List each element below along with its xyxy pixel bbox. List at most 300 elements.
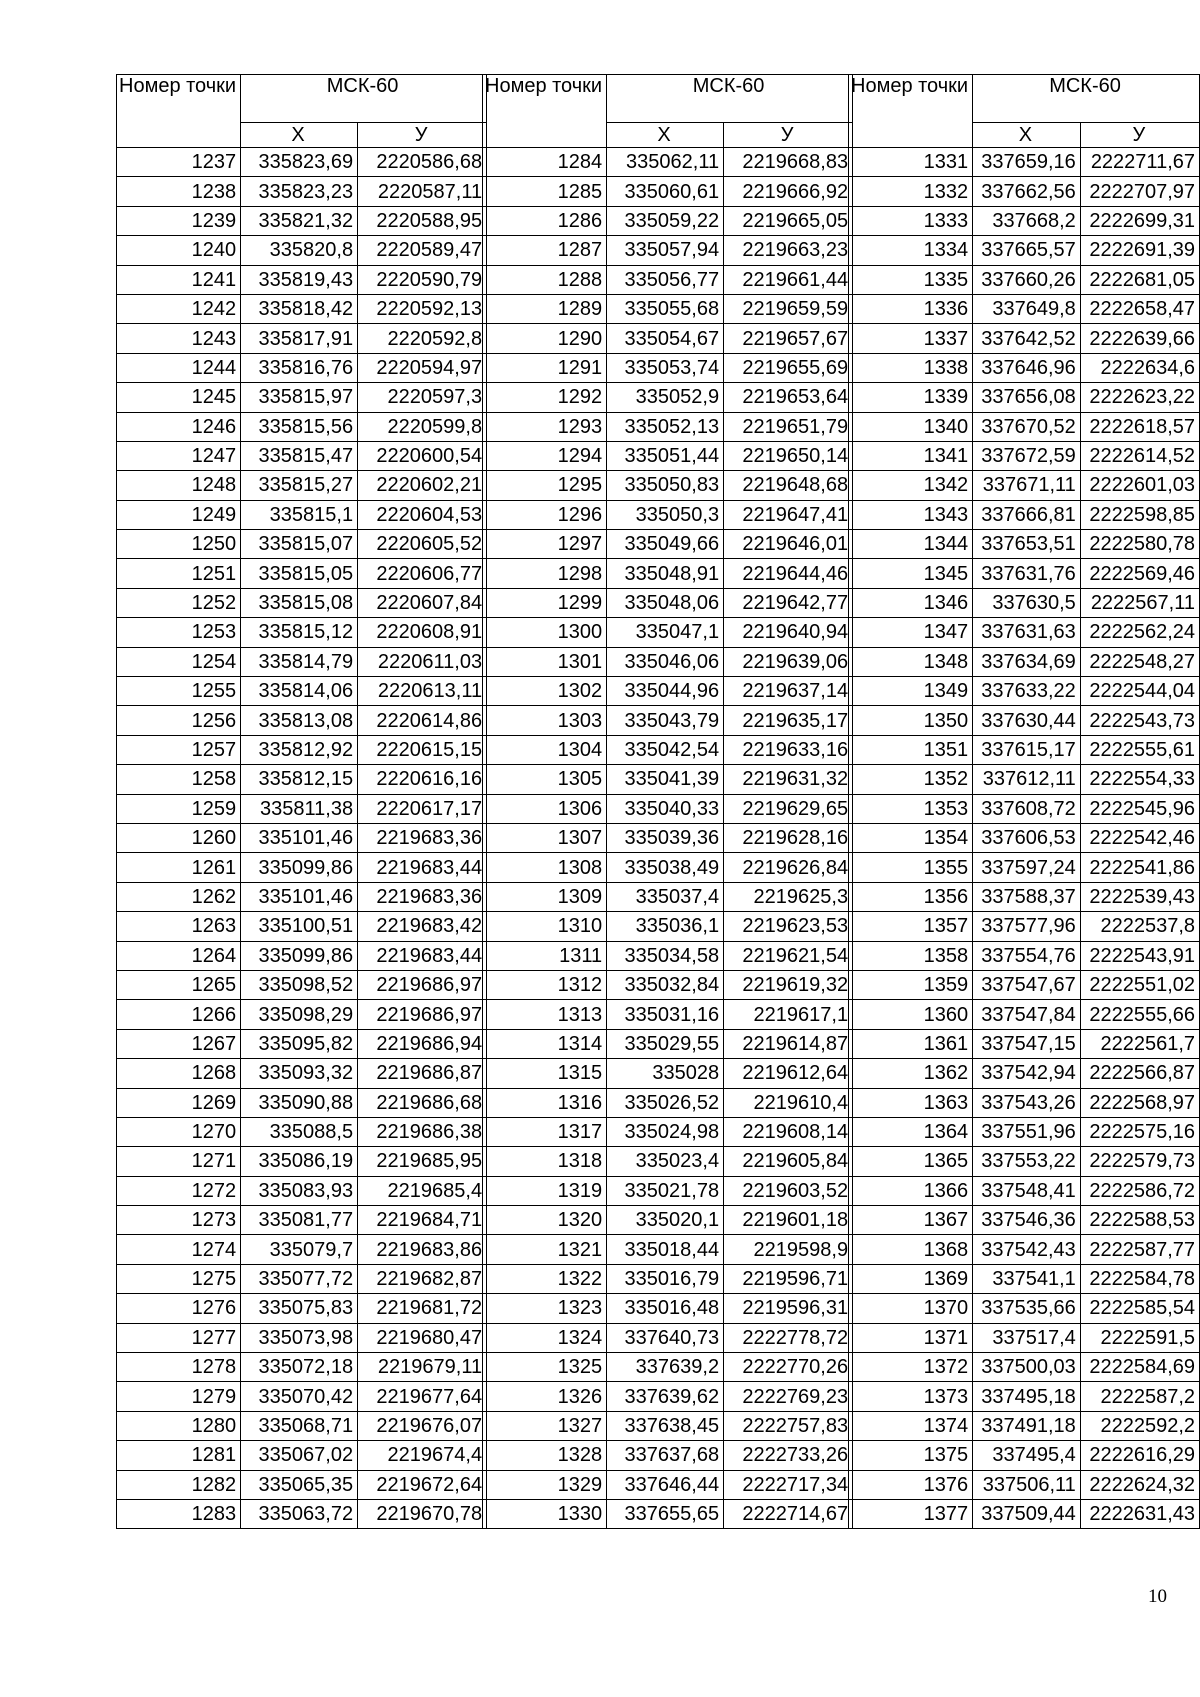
x-coordinate-cell: 337535,66 xyxy=(973,1294,1081,1323)
table-row xyxy=(849,1411,1200,1440)
table-row xyxy=(849,706,1200,735)
x-coordinate-cell: 335815,05 xyxy=(241,559,358,588)
x-coordinate-cell: 335023,4 xyxy=(607,1147,724,1176)
x-coordinate-cell: 335047,1 xyxy=(607,618,724,647)
table-row xyxy=(117,471,487,500)
x-coordinate-cell: 335029,55 xyxy=(607,1029,724,1058)
x-coordinate-cell: 337649,8 xyxy=(973,294,1081,323)
x-coordinate-cell: 337543,26 xyxy=(973,1088,1081,1117)
table-row xyxy=(849,1323,1200,1352)
y-header: У xyxy=(724,123,853,148)
table-row xyxy=(117,1176,487,1205)
x-coordinate-cell: 335046,06 xyxy=(607,647,724,676)
y-coordinate-cell: 2222699,31 xyxy=(1080,206,1199,235)
table-row xyxy=(483,853,853,882)
y-coordinate-cell: 2222544,04 xyxy=(1080,677,1199,706)
y-coordinate-cell: 2222562,24 xyxy=(1080,618,1199,647)
x-coordinate-cell: 337659,16 xyxy=(973,148,1081,177)
point-number-cell: 1283 xyxy=(117,1499,241,1528)
table-row xyxy=(849,500,1200,529)
x-coordinate-cell: 337541,1 xyxy=(973,1264,1081,1293)
point-number-cell: 1307 xyxy=(483,823,607,852)
point-number-cell: 1356 xyxy=(849,882,973,911)
point-number-cell: 1245 xyxy=(117,383,241,412)
y-coordinate-cell: 2222539,43 xyxy=(1080,882,1199,911)
table-row xyxy=(483,1264,853,1293)
x-coordinate-cell: 335016,48 xyxy=(607,1294,724,1323)
point-number-cell: 1371 xyxy=(849,1323,973,1352)
x-coordinate-cell: 335037,4 xyxy=(607,882,724,911)
point-number-cell: 1337 xyxy=(849,324,973,353)
point-number-cell: 1291 xyxy=(483,353,607,382)
table-row xyxy=(117,1353,487,1382)
table-row xyxy=(483,1294,853,1323)
y-coordinate-cell: 2219682,87 xyxy=(358,1264,487,1293)
y-coordinate-cell: 2219626,84 xyxy=(724,853,853,882)
x-coordinate-cell: 337606,53 xyxy=(973,823,1081,852)
point-number-cell: 1288 xyxy=(483,265,607,294)
x-coordinate-cell: 337640,73 xyxy=(607,1323,724,1352)
header-row xyxy=(117,75,487,123)
y-coordinate-cell: 2220592,13 xyxy=(358,294,487,323)
x-coordinate-cell: 335817,91 xyxy=(241,324,358,353)
y-coordinate-cell: 2222588,53 xyxy=(1080,1206,1199,1235)
x-coordinate-cell: 335098,29 xyxy=(241,1000,358,1029)
table-row xyxy=(483,1323,853,1352)
point-number-header: Номер точки xyxy=(117,75,241,148)
table-row xyxy=(849,912,1200,941)
table-row xyxy=(117,177,487,206)
table-row xyxy=(483,500,853,529)
x-coordinate-cell: 337671,11 xyxy=(973,471,1081,500)
y-coordinate-cell: 2220616,16 xyxy=(358,765,487,794)
x-coordinate-cell: 337608,72 xyxy=(973,794,1081,823)
y-coordinate-cell: 2219672,64 xyxy=(358,1470,487,1499)
table-row xyxy=(483,823,853,852)
point-number-cell: 1242 xyxy=(117,294,241,323)
point-number-cell: 1286 xyxy=(483,206,607,235)
table-row xyxy=(483,1441,853,1470)
y-coordinate-cell: 2219655,69 xyxy=(724,353,853,382)
table-row xyxy=(849,559,1200,588)
y-coordinate-cell: 2222537,8 xyxy=(1080,912,1199,941)
y-coordinate-cell: 2219665,05 xyxy=(724,206,853,235)
x-coordinate-cell: 335812,15 xyxy=(241,765,358,794)
y-coordinate-cell: 2219683,86 xyxy=(358,1235,487,1264)
table-row xyxy=(117,853,487,882)
point-number-cell: 1336 xyxy=(849,294,973,323)
x-coordinate-cell: 337631,63 xyxy=(973,618,1081,647)
y-coordinate-cell: 2219605,84 xyxy=(724,1147,853,1176)
table-row xyxy=(117,794,487,823)
y-coordinate-cell: 2222757,83 xyxy=(724,1411,853,1440)
y-coordinate-cell: 2219683,44 xyxy=(358,853,487,882)
y-coordinate-cell: 2219596,71 xyxy=(724,1264,853,1293)
table-row xyxy=(849,677,1200,706)
x-coordinate-cell: 335099,86 xyxy=(241,941,358,970)
x-coordinate-cell: 335814,06 xyxy=(241,677,358,706)
y-coordinate-cell: 2219684,71 xyxy=(358,1206,487,1235)
table-row xyxy=(849,530,1200,559)
coordinates-table-3 xyxy=(848,74,1200,1529)
y-coordinate-cell: 2222575,16 xyxy=(1080,1117,1199,1146)
x-coordinate-cell: 335815,56 xyxy=(241,412,358,441)
point-number-cell: 1360 xyxy=(849,1000,973,1029)
x-coordinate-cell: 337642,52 xyxy=(973,324,1081,353)
x-coordinate-cell: 335059,22 xyxy=(607,206,724,235)
point-number-cell: 1326 xyxy=(483,1382,607,1411)
y-coordinate-cell: 2219603,52 xyxy=(724,1176,853,1205)
y-coordinate-cell: 2220602,21 xyxy=(358,471,487,500)
table-row xyxy=(483,530,853,559)
table-row xyxy=(849,1235,1200,1264)
table-row xyxy=(849,324,1200,353)
table-row xyxy=(849,441,1200,470)
x-coordinate-cell: 335073,98 xyxy=(241,1323,358,1352)
y-coordinate-cell: 2219683,44 xyxy=(358,941,487,970)
table-body xyxy=(849,75,1200,1529)
point-number-cell: 1308 xyxy=(483,853,607,882)
table-row xyxy=(849,1059,1200,1088)
x-coordinate-cell: 335054,67 xyxy=(607,324,724,353)
x-coordinate-cell: 337547,67 xyxy=(973,970,1081,999)
y-coordinate-cell: 2222616,29 xyxy=(1080,1441,1199,1470)
y-coordinate-cell: 2222614,52 xyxy=(1080,441,1199,470)
point-number-cell: 1300 xyxy=(483,618,607,647)
y-coordinate-cell: 2222584,69 xyxy=(1080,1353,1199,1382)
point-number-cell: 1302 xyxy=(483,677,607,706)
point-number-cell: 1264 xyxy=(117,941,241,970)
point-number-cell: 1315 xyxy=(483,1059,607,1088)
y-coordinate-cell: 2220617,17 xyxy=(358,794,487,823)
x-coordinate-cell: 337588,37 xyxy=(973,882,1081,911)
y-coordinate-cell: 2219651,79 xyxy=(724,412,853,441)
table-row xyxy=(483,1499,853,1528)
point-number-cell: 1375 xyxy=(849,1441,973,1470)
point-number-cell: 1305 xyxy=(483,765,607,794)
point-number-cell: 1329 xyxy=(483,1470,607,1499)
point-number-cell: 1251 xyxy=(117,559,241,588)
coordinates-table-1 xyxy=(116,74,487,1529)
y-coordinate-cell: 2222555,61 xyxy=(1080,735,1199,764)
point-number-cell: 1284 xyxy=(483,148,607,177)
x-coordinate-cell: 337638,45 xyxy=(607,1411,724,1440)
x-coordinate-cell: 335057,94 xyxy=(607,236,724,265)
y-coordinate-cell: 2220587,11 xyxy=(358,177,487,206)
y-coordinate-cell: 2219670,78 xyxy=(358,1499,487,1528)
x-coordinate-cell: 335052,13 xyxy=(607,412,724,441)
point-number-cell: 1262 xyxy=(117,882,241,911)
point-number-header: Номер точки xyxy=(849,75,973,148)
table-row xyxy=(849,735,1200,764)
x-coordinate-cell: 335081,77 xyxy=(241,1206,358,1235)
point-number-cell: 1266 xyxy=(117,1000,241,1029)
point-number-cell: 1338 xyxy=(849,353,973,382)
table-row xyxy=(117,530,487,559)
table-row xyxy=(117,559,487,588)
table-row xyxy=(117,735,487,764)
table-row xyxy=(117,1235,487,1264)
x-coordinate-cell: 337634,69 xyxy=(973,647,1081,676)
point-number-cell: 1246 xyxy=(117,412,241,441)
point-number-cell: 1285 xyxy=(483,177,607,206)
point-number-cell: 1323 xyxy=(483,1294,607,1323)
x-coordinate-cell: 337495,18 xyxy=(973,1382,1081,1411)
table-row xyxy=(849,177,1200,206)
point-number-cell: 1295 xyxy=(483,471,607,500)
y-coordinate-cell: 2219642,77 xyxy=(724,588,853,617)
x-coordinate-cell: 335056,77 xyxy=(607,265,724,294)
table-row xyxy=(483,383,853,412)
point-number-cell: 1346 xyxy=(849,588,973,617)
point-number-cell: 1358 xyxy=(849,941,973,970)
x-coordinate-cell: 335028 xyxy=(607,1059,724,1088)
y-coordinate-cell: 2219686,97 xyxy=(358,970,487,999)
point-number-cell: 1352 xyxy=(849,765,973,794)
y-coordinate-cell: 2222634,6 xyxy=(1080,353,1199,382)
x-coordinate-cell: 335811,38 xyxy=(241,794,358,823)
point-number-cell: 1274 xyxy=(117,1235,241,1264)
y-coordinate-cell: 2219685,4 xyxy=(358,1176,487,1205)
x-coordinate-cell: 335048,91 xyxy=(607,559,724,588)
header-row xyxy=(849,75,1200,123)
table-row xyxy=(483,1206,853,1235)
x-coordinate-cell: 337548,41 xyxy=(973,1176,1081,1205)
y-coordinate-cell: 2220597,3 xyxy=(358,383,487,412)
y-coordinate-cell: 2219608,14 xyxy=(724,1117,853,1146)
point-number-cell: 1249 xyxy=(117,500,241,529)
table-row xyxy=(849,383,1200,412)
x-coordinate-cell: 335063,72 xyxy=(241,1499,358,1528)
table-row xyxy=(849,1441,1200,1470)
table-row xyxy=(117,412,487,441)
table-row xyxy=(483,1117,853,1146)
table-row xyxy=(849,1470,1200,1499)
y-coordinate-cell: 2219686,87 xyxy=(358,1059,487,1088)
y-coordinate-cell: 2222598,85 xyxy=(1080,500,1199,529)
table-row xyxy=(117,677,487,706)
y-coordinate-cell: 2222618,57 xyxy=(1080,412,1199,441)
x-coordinate-cell: 335820,8 xyxy=(241,236,358,265)
y-coordinate-cell: 2222592,2 xyxy=(1080,1411,1199,1440)
x-coordinate-cell: 337615,17 xyxy=(973,735,1081,764)
point-number-cell: 1267 xyxy=(117,1029,241,1058)
y-coordinate-cell: 2219612,64 xyxy=(724,1059,853,1088)
x-coordinate-cell: 335816,76 xyxy=(241,353,358,382)
x-coordinate-cell: 337639,2 xyxy=(607,1353,724,1382)
x-coordinate-cell: 337633,22 xyxy=(973,677,1081,706)
y-coordinate-cell: 2219639,06 xyxy=(724,647,853,676)
point-number-cell: 1311 xyxy=(483,941,607,970)
point-number-cell: 1330 xyxy=(483,1499,607,1528)
x-coordinate-cell: 335018,44 xyxy=(607,1235,724,1264)
x-coordinate-cell: 335095,82 xyxy=(241,1029,358,1058)
point-number-cell: 1341 xyxy=(849,441,973,470)
point-number-cell: 1347 xyxy=(849,618,973,647)
y-coordinate-cell: 2220588,95 xyxy=(358,206,487,235)
x-coordinate-cell: 335055,68 xyxy=(607,294,724,323)
table-row xyxy=(117,765,487,794)
y-coordinate-cell: 2222707,97 xyxy=(1080,177,1199,206)
x-coordinate-cell: 335823,69 xyxy=(241,148,358,177)
y-coordinate-cell: 2219623,53 xyxy=(724,912,853,941)
table-row xyxy=(483,882,853,911)
point-number-cell: 1310 xyxy=(483,912,607,941)
x-coordinate-cell: 335818,42 xyxy=(241,294,358,323)
y-coordinate-cell: 2219614,87 xyxy=(724,1029,853,1058)
x-coordinate-cell: 335041,39 xyxy=(607,765,724,794)
table-row xyxy=(483,1235,853,1264)
x-header: X xyxy=(241,123,358,148)
table-row xyxy=(117,1029,487,1058)
y-coordinate-cell: 2219635,17 xyxy=(724,706,853,735)
point-number-cell: 1256 xyxy=(117,706,241,735)
x-coordinate-cell: 335050,83 xyxy=(607,471,724,500)
x-coordinate-cell: 335049,66 xyxy=(607,530,724,559)
x-coordinate-cell: 335070,42 xyxy=(241,1382,358,1411)
point-number-cell: 1243 xyxy=(117,324,241,353)
x-coordinate-cell: 335077,72 xyxy=(241,1264,358,1293)
x-coordinate-cell: 335044,96 xyxy=(607,677,724,706)
y-coordinate-cell: 2220600,54 xyxy=(358,441,487,470)
point-number-cell: 1312 xyxy=(483,970,607,999)
table-row xyxy=(849,1264,1200,1293)
x-coordinate-cell: 335042,54 xyxy=(607,735,724,764)
y-coordinate-cell: 2219683,42 xyxy=(358,912,487,941)
x-coordinate-cell: 335101,46 xyxy=(241,882,358,911)
point-number-header: Номер точки xyxy=(483,75,607,148)
table-row xyxy=(117,1323,487,1352)
point-number-cell: 1320 xyxy=(483,1206,607,1235)
point-number-cell: 1355 xyxy=(849,853,973,882)
x-coordinate-cell: 337517,4 xyxy=(973,1323,1081,1352)
y-coordinate-cell: 2219674,4 xyxy=(358,1441,487,1470)
x-coordinate-cell: 337630,5 xyxy=(973,588,1081,617)
x-coordinate-cell: 335032,84 xyxy=(607,970,724,999)
point-number-cell: 1239 xyxy=(117,206,241,235)
x-coordinate-cell: 335090,88 xyxy=(241,1088,358,1117)
y-coordinate-cell: 2222770,26 xyxy=(724,1353,853,1382)
y-coordinate-cell: 2222769,23 xyxy=(724,1382,853,1411)
x-coordinate-cell: 335101,46 xyxy=(241,823,358,852)
point-number-cell: 1348 xyxy=(849,647,973,676)
y-coordinate-cell: 2219647,41 xyxy=(724,500,853,529)
point-number-cell: 1343 xyxy=(849,500,973,529)
y-coordinate-cell: 2219657,67 xyxy=(724,324,853,353)
y-coordinate-cell: 2219601,18 xyxy=(724,1206,853,1235)
y-coordinate-cell: 2219625,3 xyxy=(724,882,853,911)
table-row xyxy=(849,353,1200,382)
table-row xyxy=(849,265,1200,294)
point-number-cell: 1257 xyxy=(117,735,241,764)
x-coordinate-cell: 337670,52 xyxy=(973,412,1081,441)
x-coordinate-cell: 335815,47 xyxy=(241,441,358,470)
table-row xyxy=(849,588,1200,617)
point-number-cell: 1319 xyxy=(483,1176,607,1205)
point-number-cell: 1247 xyxy=(117,441,241,470)
x-coordinate-cell: 335819,43 xyxy=(241,265,358,294)
y-coordinate-cell: 2222639,66 xyxy=(1080,324,1199,353)
table-row xyxy=(849,1353,1200,1382)
point-number-cell: 1333 xyxy=(849,206,973,235)
table-row xyxy=(117,941,487,970)
y-coordinate-cell: 2219629,65 xyxy=(724,794,853,823)
x-coordinate-cell: 335034,58 xyxy=(607,941,724,970)
y-coordinate-cell: 2222591,5 xyxy=(1080,1323,1199,1352)
point-number-cell: 1261 xyxy=(117,853,241,882)
x-coordinate-cell: 335100,51 xyxy=(241,912,358,941)
point-number-cell: 1301 xyxy=(483,647,607,676)
x-coordinate-cell: 337542,94 xyxy=(973,1059,1081,1088)
table-row xyxy=(117,882,487,911)
x-coordinate-cell: 335036,1 xyxy=(607,912,724,941)
x-coordinate-cell: 337554,76 xyxy=(973,941,1081,970)
coordinate-system-header: МСК-60 xyxy=(241,75,487,123)
y-coordinate-cell: 2219663,23 xyxy=(724,236,853,265)
y-coordinate-cell: 2219659,59 xyxy=(724,294,853,323)
point-number-cell: 1238 xyxy=(117,177,241,206)
y-coordinate-cell: 2219666,92 xyxy=(724,177,853,206)
point-number-cell: 1342 xyxy=(849,471,973,500)
x-coordinate-cell: 337660,26 xyxy=(973,265,1081,294)
table-row xyxy=(117,706,487,735)
table-row xyxy=(849,412,1200,441)
y-coordinate-cell: 2220614,86 xyxy=(358,706,487,735)
point-number-cell: 1318 xyxy=(483,1147,607,1176)
point-number-cell: 1275 xyxy=(117,1264,241,1293)
x-coordinate-cell: 335815,97 xyxy=(241,383,358,412)
y-coordinate-cell: 2219640,94 xyxy=(724,618,853,647)
point-number-cell: 1372 xyxy=(849,1353,973,1382)
point-number-cell: 1273 xyxy=(117,1206,241,1235)
table-row xyxy=(117,353,487,382)
table-row xyxy=(483,677,853,706)
y-coordinate-cell: 2220613,11 xyxy=(358,677,487,706)
table-row xyxy=(117,1088,487,1117)
y-coordinate-cell: 2222681,05 xyxy=(1080,265,1199,294)
y-coordinate-cell: 2220590,79 xyxy=(358,265,487,294)
table-row xyxy=(849,647,1200,676)
point-number-cell: 1271 xyxy=(117,1147,241,1176)
table-row xyxy=(849,618,1200,647)
x-coordinate-cell: 337547,84 xyxy=(973,1000,1081,1029)
table-row xyxy=(483,471,853,500)
table-row xyxy=(849,1499,1200,1528)
point-number-cell: 1241 xyxy=(117,265,241,294)
y-coordinate-cell: 2222568,97 xyxy=(1080,1088,1199,1117)
y-coordinate-cell: 2222714,67 xyxy=(724,1499,853,1528)
y-coordinate-cell: 2219646,01 xyxy=(724,530,853,559)
x-coordinate-cell: 335098,52 xyxy=(241,970,358,999)
x-coordinate-cell: 337547,15 xyxy=(973,1029,1081,1058)
table-row xyxy=(483,706,853,735)
point-number-cell: 1244 xyxy=(117,353,241,382)
point-number-cell: 1278 xyxy=(117,1353,241,1382)
point-number-cell: 1359 xyxy=(849,970,973,999)
point-number-cell: 1340 xyxy=(849,412,973,441)
table-row xyxy=(117,823,487,852)
table-row xyxy=(117,970,487,999)
y-coordinate-cell: 2219677,64 xyxy=(358,1382,487,1411)
y-coordinate-cell: 2222717,34 xyxy=(724,1470,853,1499)
point-number-cell: 1298 xyxy=(483,559,607,588)
x-coordinate-cell: 335814,79 xyxy=(241,647,358,676)
x-coordinate-cell: 337612,11 xyxy=(973,765,1081,794)
x-coordinate-cell: 337668,2 xyxy=(973,206,1081,235)
table-row xyxy=(483,1147,853,1176)
table-row xyxy=(117,324,487,353)
table-row xyxy=(849,1206,1200,1235)
